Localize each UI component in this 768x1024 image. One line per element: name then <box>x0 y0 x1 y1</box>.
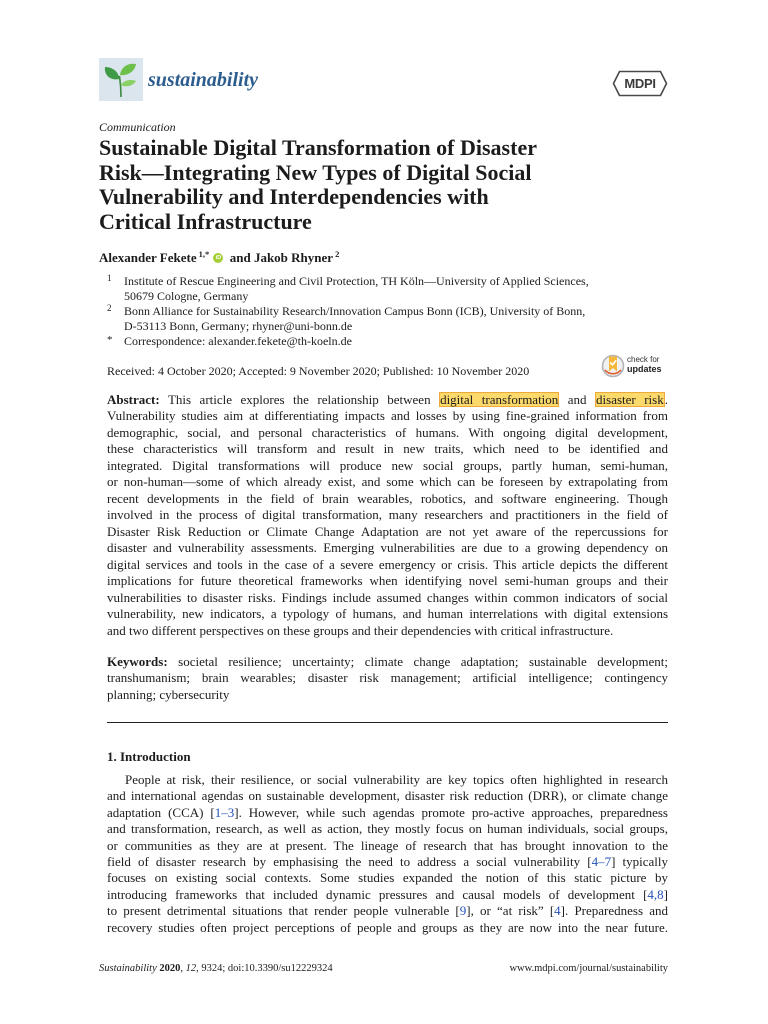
paragraph-line <box>107 903 668 919</box>
correspondence-line: Correspondence: alexander.fekete@th-koeln.de <box>124 333 352 348</box>
keywords-line: transhumanism; brain wearables; disaster risk management; artificial intelligence; contingency <box>107 670 668 686</box>
paragraph-line: recovery studies often project perceptions of people and groups as they are now into the near future. <box>107 919 668 935</box>
introduction-paragraph <box>107 772 668 936</box>
affiliation-line: Institute of Rescue Engineering and Civil Protection, TH Köln—University of Applied Sciences, <box>124 273 589 288</box>
author-name: Jakob Rhyner <box>253 250 334 265</box>
author-affiliation-marker: 2 <box>335 249 340 259</box>
paragraph-line: focuses on existing social contexts. Some studies expanded the notion of this static picture by <box>107 870 668 886</box>
reference-link[interactable]: 4 <box>554 903 561 919</box>
text-run: ] <box>663 886 668 902</box>
journal-name: sustainability <box>148 69 259 91</box>
affiliation-marker: 2 <box>107 302 112 313</box>
abstract-line: integrated. Digital transformations will produce new social groups, partly human, semi-human, <box>107 457 668 473</box>
abstract-line: Disaster Risk Reduction or Climate Change Adaptation are not yet aware of the repercussions for <box>107 523 668 539</box>
abstract-line: vulnerability, new indicators, a typology of humans, and human interrelations with digital extensions <box>107 606 668 622</box>
inline-label: Abstract: <box>107 391 160 407</box>
check-for-updates-label: check for <box>627 355 660 364</box>
mdpi-logo <box>612 70 668 97</box>
check-for-updates-icon <box>601 353 625 379</box>
abstract-line: or non-human—some of which already exist, and some which can be foreseen by extrapolating from <box>107 474 668 490</box>
reference-link[interactable]: 9 <box>459 903 467 919</box>
abstract-line: disaster and vulnerability assessments. Emerging vulnerabilities are due to a growing dependency on <box>107 540 668 556</box>
keywords-line: planning; cybersecurity <box>107 686 230 702</box>
text-run: field of disaster research by emphasising the need to address a social vulnerability [ <box>107 853 592 869</box>
affiliations-list <box>107 274 668 349</box>
journal-logo <box>99 58 143 101</box>
highlighted-phrase: digital transformation <box>440 391 559 407</box>
check-for-updates-label-bold: updates <box>627 364 662 374</box>
author-name: Alexander Fekete <box>99 250 197 265</box>
title-line: Sustainable Digital Transformation of Disaster <box>99 135 537 160</box>
reference-link[interactable]: 4,8 <box>647 886 664 902</box>
publisher-name: MDPI <box>624 76 656 91</box>
sprout-leaf-icon <box>99 58 143 101</box>
check-for-updates-badge[interactable] <box>600 352 670 379</box>
bold-text: 2020 <box>159 963 181 974</box>
affiliation-item <box>107 304 668 334</box>
title-line: Critical Infrastructure <box>99 209 312 235</box>
text-run: ]. However, while such agendas promote pro-active approaches, preparedness <box>234 804 668 820</box>
text-run: ]. Preparedness and <box>560 903 668 919</box>
abstract-line: and two different perspectives on these groups and their dependencies with critical infrastructure. <box>107 622 614 638</box>
text-run: societal resilience; uncertainty; climate change adaptation; sustainable development; <box>167 653 668 669</box>
author-list <box>99 250 339 267</box>
author-affiliation-marker: 1,* <box>198 249 210 259</box>
affiliation-line: D-53113 Bonn, Germany; rhyner@uni-bonn.de <box>124 318 353 333</box>
abstract-line: implications for future theoretical frameworks when identifying novel semi-human groups and their <box>107 573 668 589</box>
highlighted-phrase: disaster risk <box>596 391 664 407</box>
abstract-line: demographic, social, and personal characteristics of humans. With ongoing digital development, <box>107 424 668 440</box>
text-run: . <box>664 391 668 407</box>
section-divider <box>107 722 668 723</box>
paragraph-line: and international agendas on sustainable development, disaster risk reduction (DRR), or climate change <box>107 788 668 804</box>
abstract-line: digital services and tools in the case of a severe emergency or crisis. This article depicts the different <box>107 556 668 572</box>
text-run: ], or “at risk” [ <box>466 903 555 919</box>
paragraph-line: or communities as they are at present. The lineage of research that has brought innovation to the <box>107 837 668 853</box>
reference-link[interactable]: 1–3 <box>214 804 235 820</box>
title-line: Risk—Integrating New Types of Digital Social <box>99 159 532 185</box>
title-line: Vulnerability and Interdependencies with <box>99 184 489 210</box>
correspondence-text <box>124 334 352 349</box>
text-run: This article explores the relationship between <box>159 391 440 407</box>
affiliation-text <box>124 274 589 304</box>
text-run: introducing frameworks that included dynamic pressures and causal models of development [ <box>107 886 648 902</box>
text-run: to present detrimental situations that render people vulnerable [ <box>107 903 460 919</box>
publication-dates: Received: 4 October 2020; Accepted: 9 November 2020; Published: 10 November 2020 <box>107 363 530 378</box>
abstract-line: these characteristics will transform and result in new traits, which need to be identified and <box>107 441 668 457</box>
paragraph-line: People at risk, their resilience, or social vulnerability are key topics often highlighted in research <box>125 771 668 787</box>
footer-journal-url[interactable]: www.mdpi.com/journal/sustainability <box>509 963 668 974</box>
paragraph-line <box>107 805 668 821</box>
section-heading: 1. Introduction <box>107 749 191 764</box>
text-run: and <box>559 391 596 407</box>
affiliation-marker: 1 <box>107 272 112 283</box>
text-run: adaptation (CCA) [ <box>107 804 215 820</box>
paper-title <box>99 136 719 235</box>
correspondence-marker: * <box>107 333 113 346</box>
text-run: , <box>180 963 186 974</box>
abstract-line: vulnerabilities to disaster risks. Findings include assumed changes within common indicators of social <box>107 589 668 605</box>
abstract-line <box>107 392 668 409</box>
paragraph-line: and transformation, research, as well as action, they mostly focus on human individuals, social groups, <box>107 821 668 837</box>
abstract <box>107 392 668 640</box>
correspondence-item <box>107 334 668 349</box>
affiliation-line: Bonn Alliance for Sustainability Research/Innovation Campus Bonn (ICB), University of Bonn, <box>124 303 586 318</box>
italic-text: 12 <box>185 963 197 974</box>
keywords <box>107 654 668 704</box>
orcid-icon[interactable]: iD <box>213 253 223 263</box>
abstract-line: involved in the process of digital transformation, many researchers and practitioners in the field of <box>107 507 668 523</box>
article-type: Communication <box>99 120 176 134</box>
paragraph-line <box>107 887 668 903</box>
paragraph-line <box>107 854 668 870</box>
inline-label: Keywords: <box>107 653 168 669</box>
affiliation-text <box>124 304 585 334</box>
text-run: ] typically <box>611 853 668 869</box>
reference-link[interactable]: 4–7 <box>591 853 612 869</box>
abstract-line: recent developments in the field of brain wearables, robotics, and software engineering. Though <box>107 490 668 506</box>
text-run: , 9324; doi:10.3390/su12229324 <box>196 963 333 974</box>
italic-text: Sustainability <box>99 963 160 974</box>
affiliation-item <box>107 274 668 304</box>
affiliation-line: 50679 Cologne, Germany <box>124 288 249 303</box>
keywords-line <box>107 654 668 671</box>
abstract-line: Vulnerability studies aim at differentiating impacts and losses by using fine-grained information from <box>107 408 668 424</box>
footer-citation <box>99 962 333 976</box>
author-conjunction: and <box>229 250 251 265</box>
